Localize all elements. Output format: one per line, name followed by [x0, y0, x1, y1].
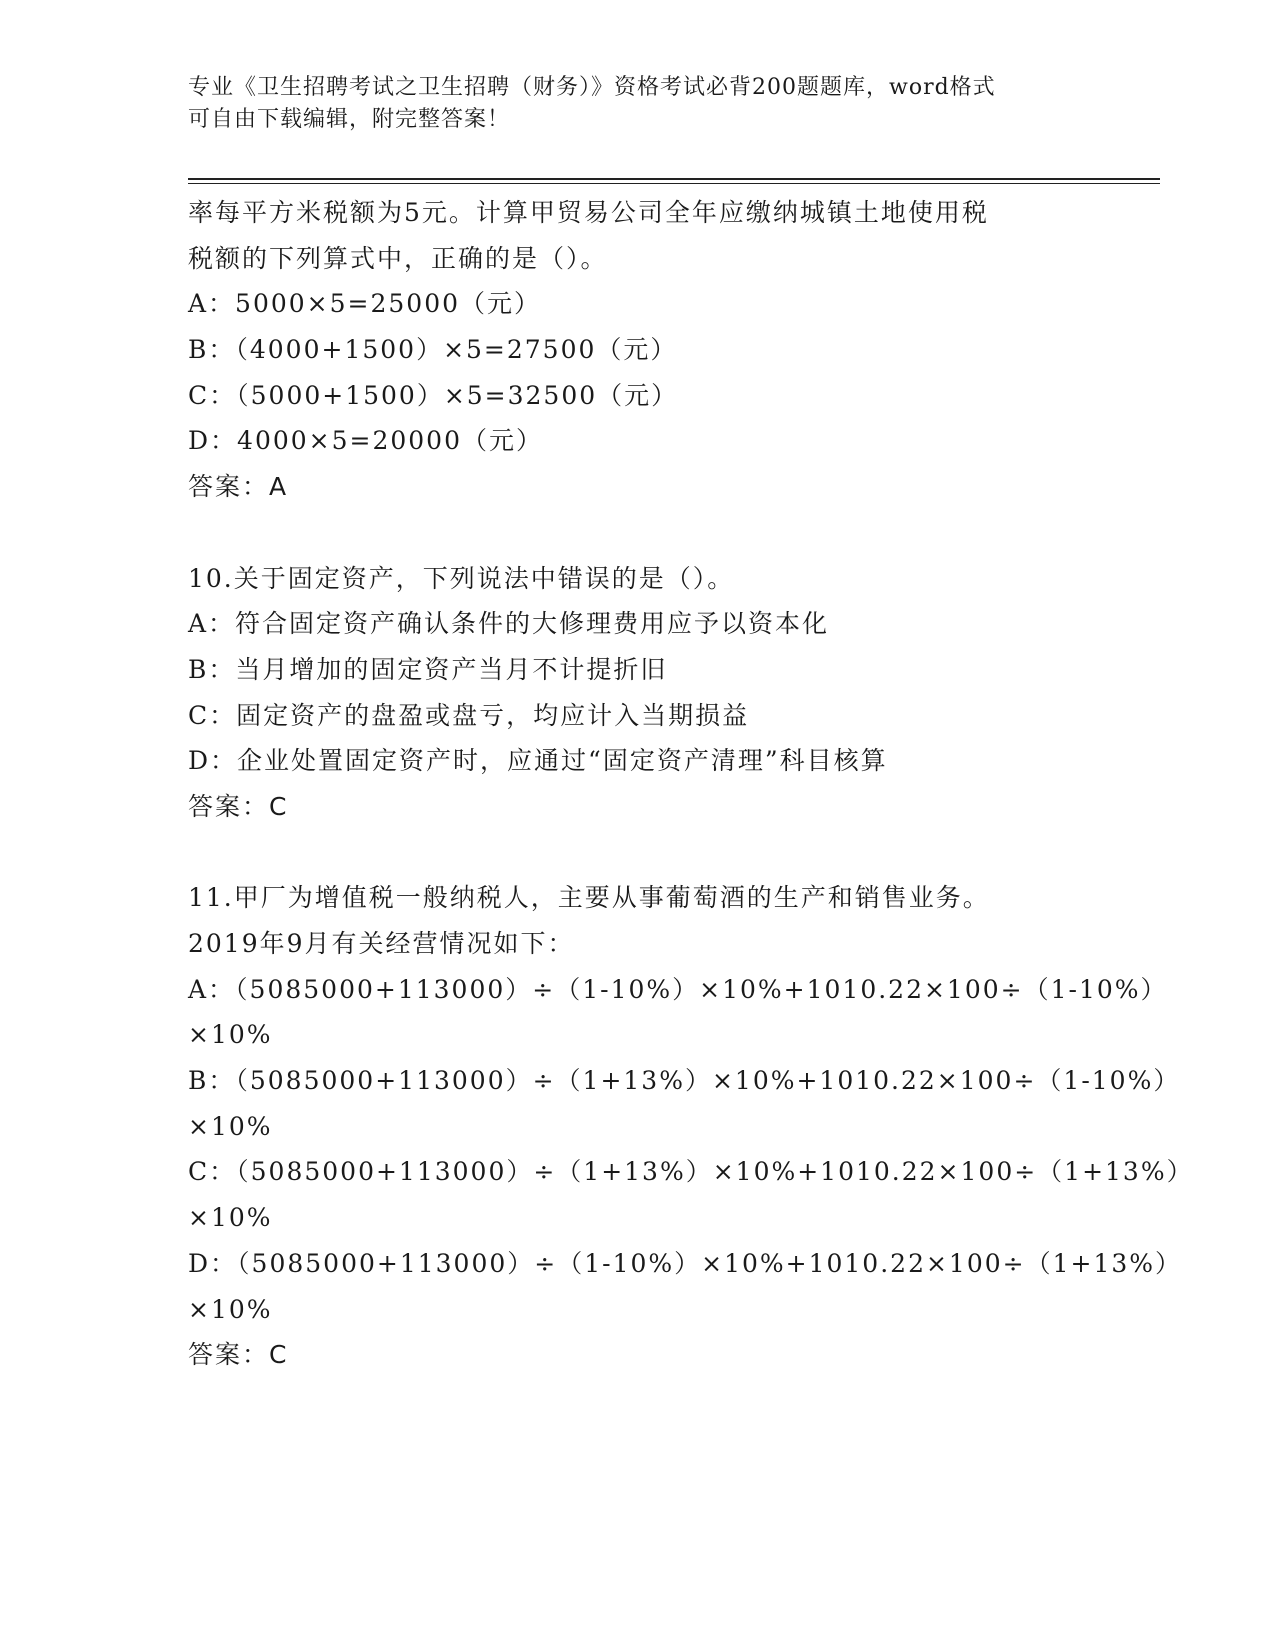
header-line-2: 可自由下载编辑，附完整答案！ — [188, 107, 511, 132]
question-10-option-d: D：企业处置固定资产时，应通过“固定资产清理”科目核算 — [188, 746, 888, 776]
question-11-option-a-line-1: A：（5085000+113000）÷（1-10%）×10%+1010.22×100÷（1-10%） — [188, 974, 1168, 1004]
question-9-option-b: B：（4000+1500）×5=27500（元） — [188, 335, 678, 365]
question-9-stem-line-2: 税额的下列算式中，正确的是（）。 — [188, 243, 608, 273]
question-11-option-b-line-2: ×10% — [188, 1111, 273, 1141]
question-9-stem-line-1: 率每平方米税额为5元。计算甲贸易公司全年应缴纳城镇土地使用税 — [188, 198, 989, 227]
question-11 — [188, 875, 1194, 1378]
question-9-answer: 答案：A — [188, 472, 289, 502]
question-11-stem-line-1: 11.甲厂为增值税一般纳税人，主要从事葡萄酒的生产和销售业务。 — [188, 883, 990, 913]
question-10-option-b: B：当月增加的固定资产当月不计提折旧 — [188, 654, 668, 684]
question-9-option-c: C：（5000+1500）×5=32500（元） — [188, 380, 679, 410]
question-9-option-a: A：5000×5=25000（元） — [188, 289, 542, 319]
question-10-option-a: A：符合固定资产确认条件的大修理费用应予以资本化 — [188, 609, 830, 639]
question-11-option-d-line-2: ×10% — [188, 1294, 273, 1324]
document-header — [188, 72, 1088, 136]
document-body — [188, 190, 1194, 1378]
header-rule-thick — [188, 178, 1160, 180]
question-11-answer: 答案：C — [188, 1340, 289, 1370]
question-9-option-d: D：4000×5=20000（元） — [188, 426, 543, 456]
question-10-answer: 答案：C — [188, 791, 289, 821]
header-rule-thin — [188, 183, 1160, 184]
question-11-option-d-line-1: D：（5085000+113000）÷（1-10%）×10%+1010.22×100÷（1+13%） — [188, 1248, 1183, 1278]
question-11-option-c-line-1: C：（5085000+113000）÷（1+13%）×10%+1010.22×100÷（1+13%） — [188, 1157, 1194, 1187]
question-10 — [188, 556, 1148, 830]
header-line-1: 专业《卫生招聘考试之卫生招聘（财务）》资格考试必背200题题库，word格式 — [188, 75, 996, 100]
question-11-option-b-line-1: B：（5085000+113000）÷（1+13%）×10%+1010.22×100÷（1-10%） — [188, 1066, 1181, 1096]
question-10-stem: 10.关于固定资产，下列说法中错误的是（）。 — [188, 563, 735, 593]
question-9 — [188, 190, 1148, 510]
spacer — [188, 510, 1148, 556]
spacer — [188, 830, 1148, 876]
question-10-option-c: C：固定资产的盘盈或盘亏，均应计入当期损益 — [188, 700, 750, 730]
question-11-option-a-line-2: ×10% — [188, 1020, 273, 1050]
question-11-option-c-line-2: ×10% — [188, 1203, 273, 1233]
question-11-stem-line-2: 2019年9月有关经营情况如下： — [188, 929, 575, 958]
